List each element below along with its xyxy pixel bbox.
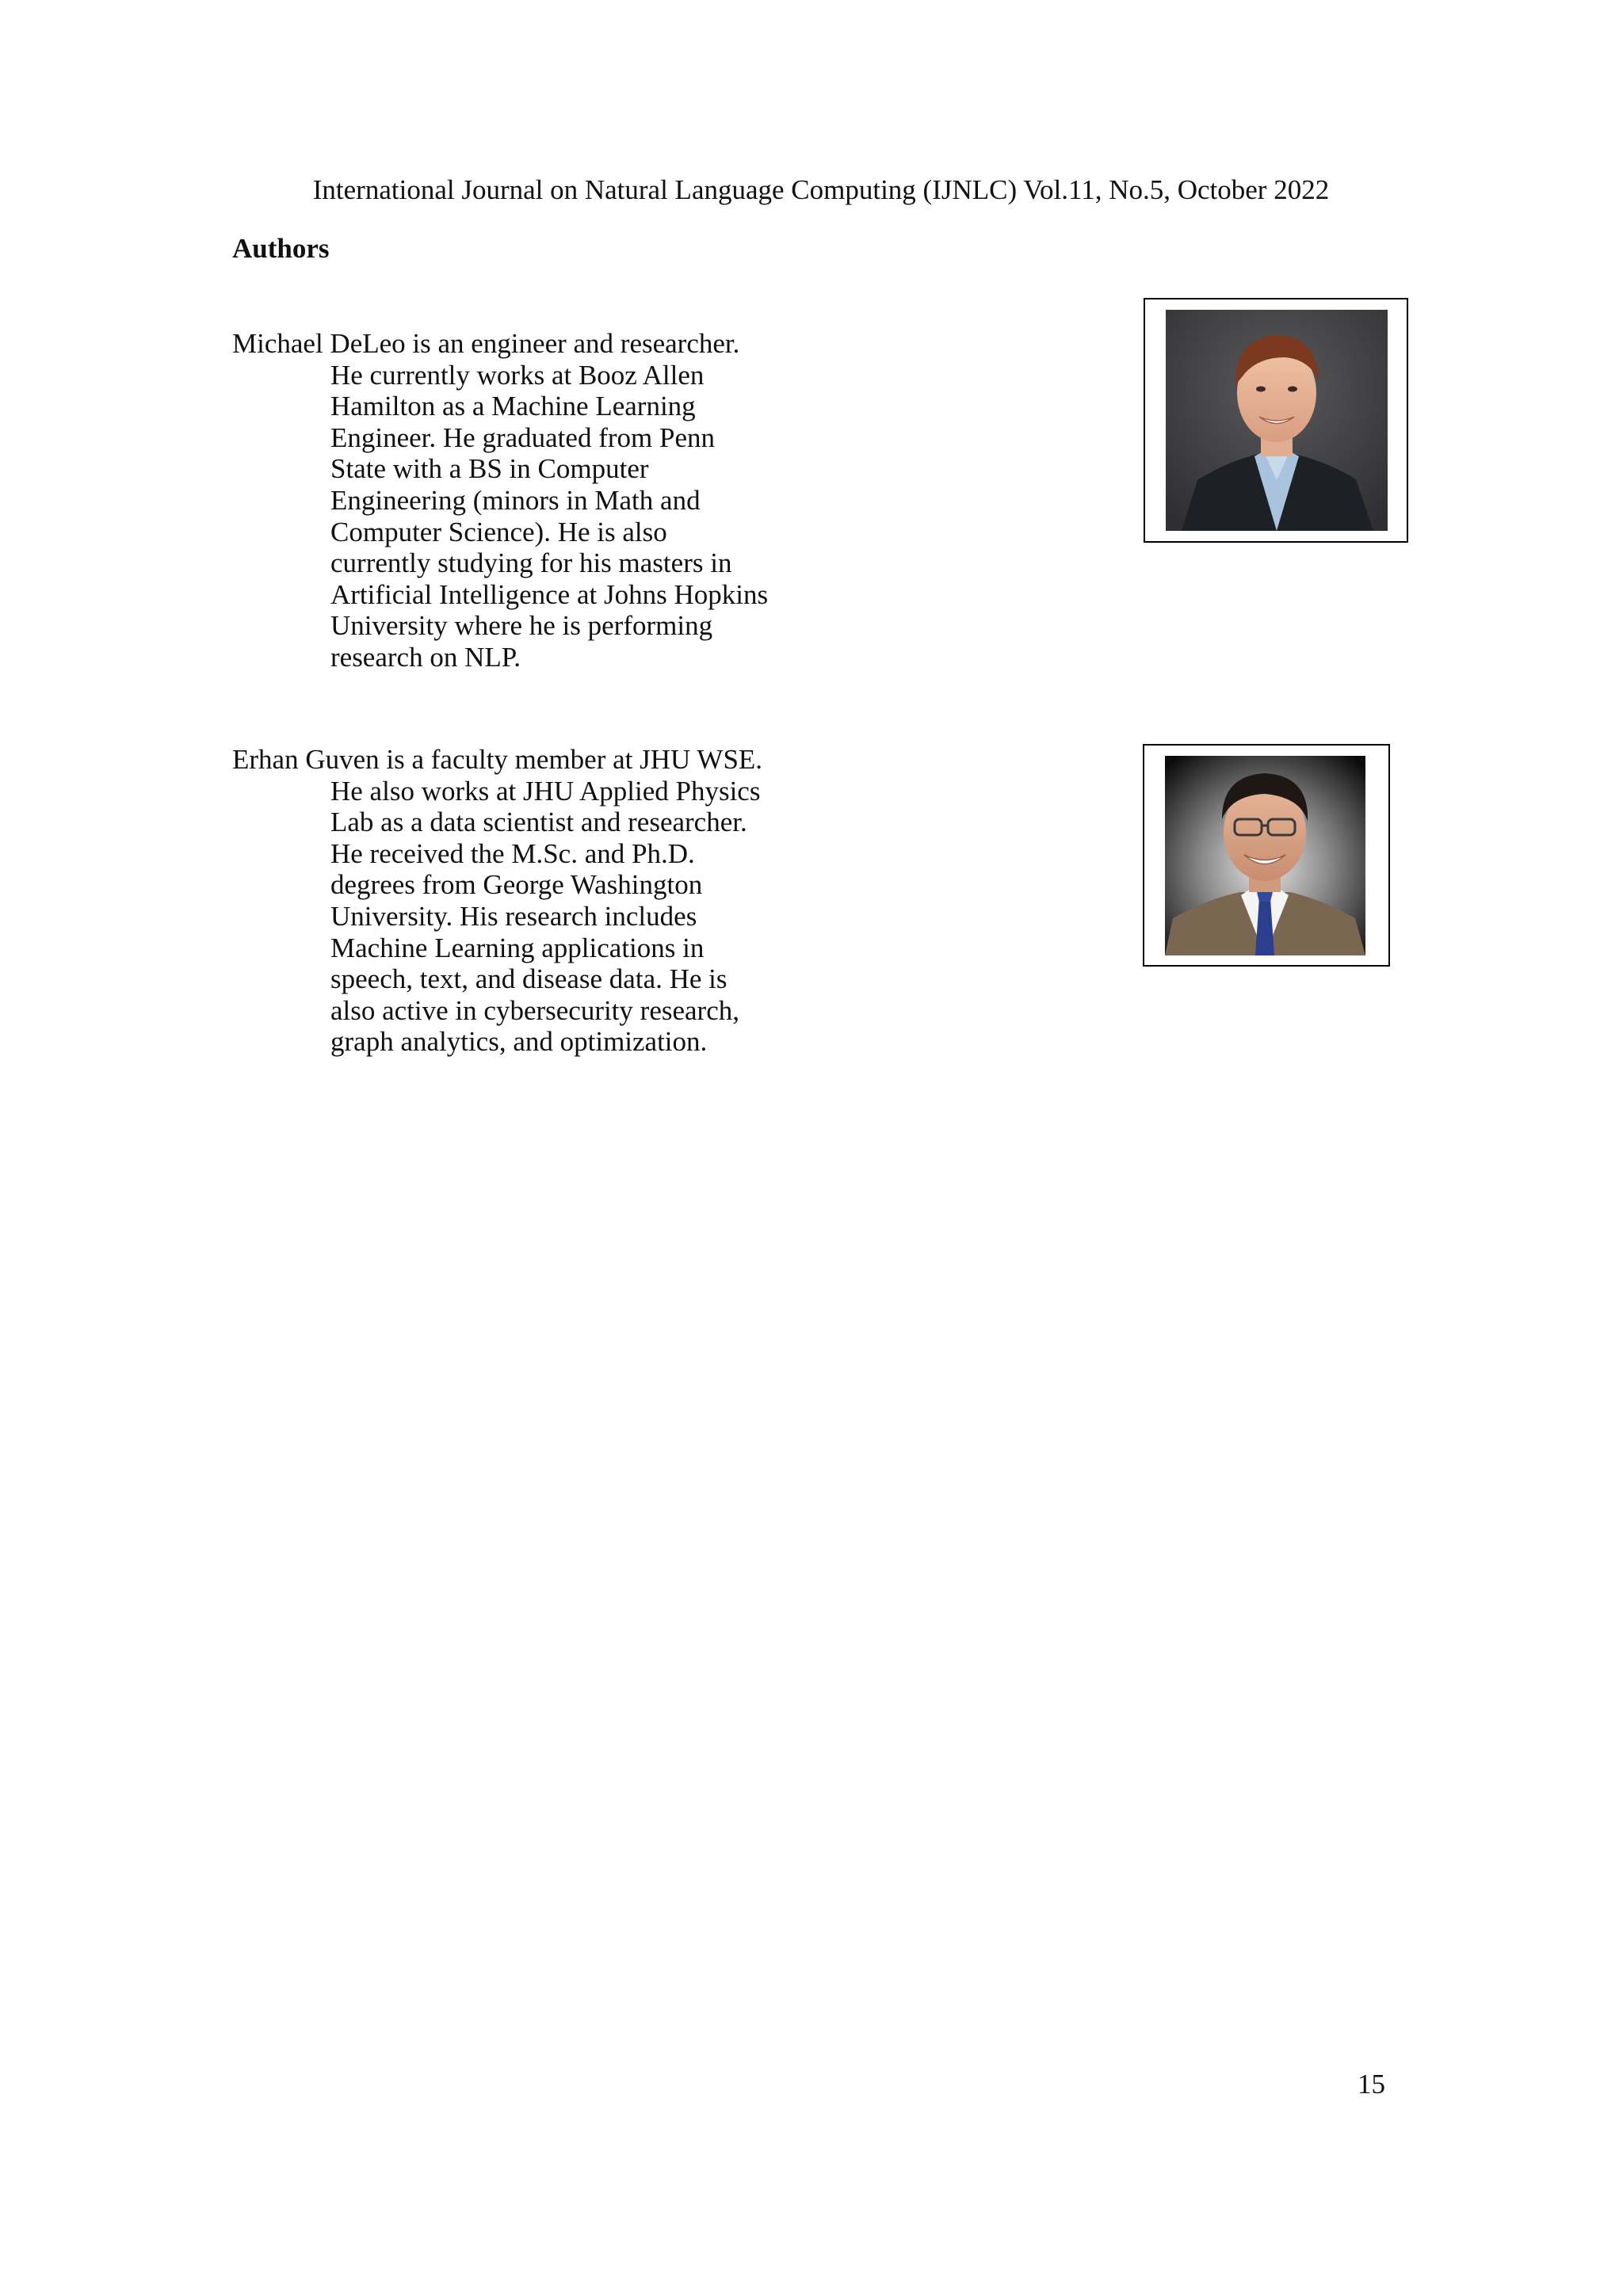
- bio-line: University where he is performing: [330, 610, 713, 642]
- bio-line: Engineering (minors in Math and: [330, 484, 701, 516]
- author-bio-deleo: [232, 328, 945, 673]
- bio-line: degrees from George Washington: [330, 869, 703, 901]
- author-photo-frame-guven: [1143, 744, 1390, 967]
- section-heading: Authors: [232, 233, 330, 264]
- bio-line: He received the M.Sc. and Ph.D.: [330, 837, 695, 869]
- bio-line: Machine Learning applications in: [330, 932, 705, 963]
- bio-line: Lab as a data scientist and researcher.: [330, 807, 747, 838]
- bio-line: State with a BS in Computer: [330, 453, 649, 485]
- bio-line: He also works at JHU Applied Physics: [330, 775, 761, 807]
- author-photo-frame-deleo: [1144, 298, 1408, 543]
- bio-line: speech, text, and disease data. He is: [330, 963, 727, 995]
- bio-line: Computer Science). He is also: [330, 516, 667, 547]
- portrait-photo-guven: [1165, 756, 1365, 955]
- bio-line: currently studying for his masters in: [330, 547, 732, 579]
- running-header: International Journal on Natural Language Computing (IJNLC) Vol.11, No.5, October 2022: [312, 174, 1330, 205]
- portrait-photo-deleo: [1166, 310, 1388, 531]
- bio-line: also active in cybersecurity research,: [330, 994, 739, 1026]
- page-number: 15: [1358, 2069, 1385, 2100]
- author-bio-guven: [232, 744, 945, 1058]
- bio-line: graph analytics, and optimization.: [330, 1026, 708, 1058]
- bio-line: University. His research includes: [330, 900, 697, 932]
- bio-line: Erhan Guven is a faculty member at JHU WSE.: [232, 744, 763, 775]
- bio-line: Artificial Intelligence at Johns Hopkins: [330, 578, 769, 610]
- bio-line: He currently works at Booz Allen: [330, 359, 705, 391]
- bio-line: Michael DeLeo is an engineer and researcher.: [232, 328, 740, 359]
- bio-line: Engineer. He graduated from Penn: [330, 421, 715, 453]
- bio-line: research on NLP.: [330, 641, 521, 673]
- bio-line: Hamilton as a Machine Learning: [330, 391, 696, 422]
